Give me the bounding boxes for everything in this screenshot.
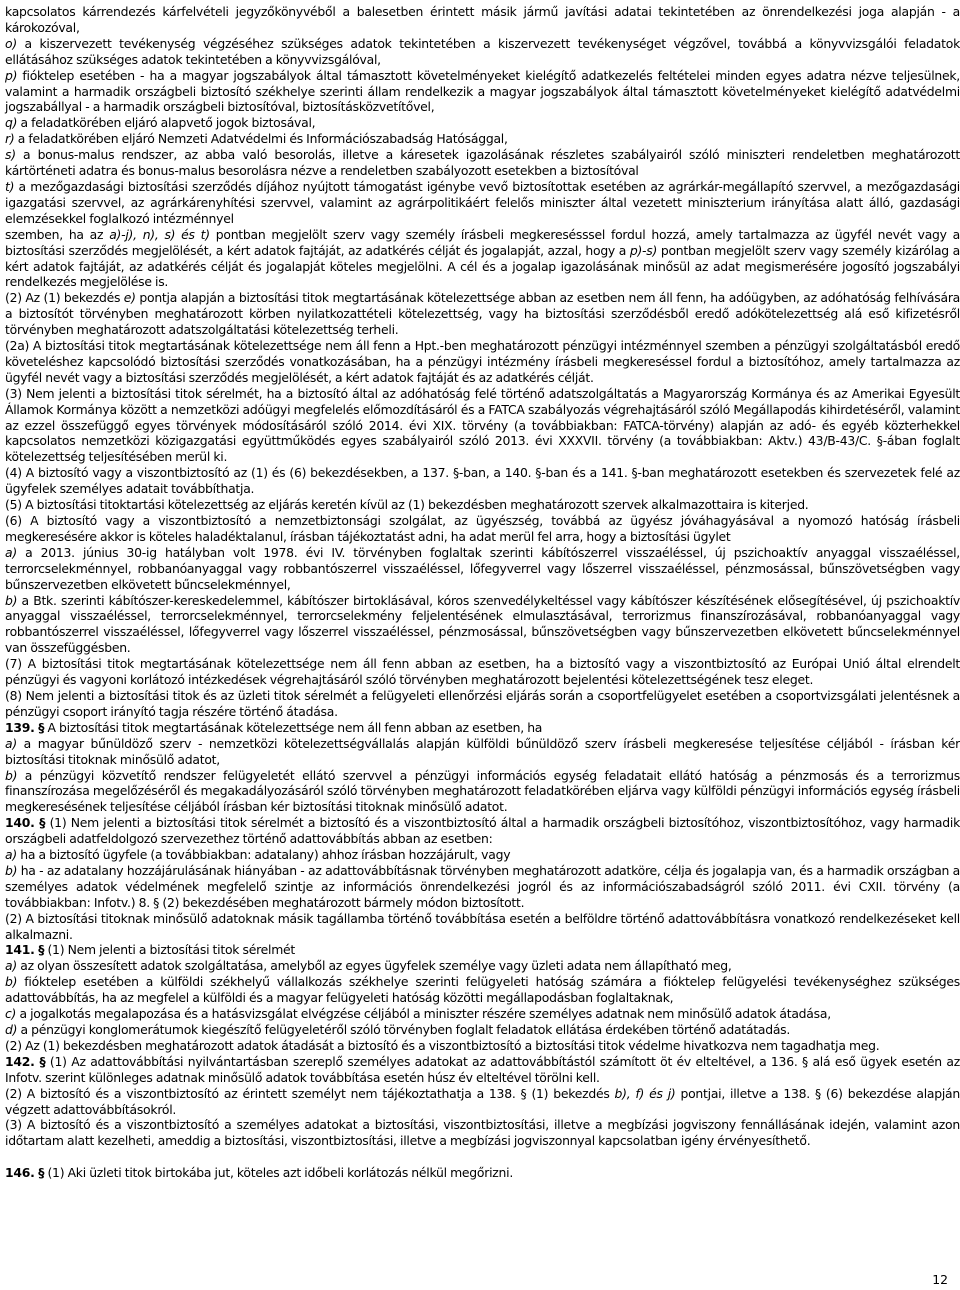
paragraph-p: p) fióktelep esetében - ha a magyar jogszabályok által támasztott követelményeket kielégítő adatkezelés feltételei minden egyes adatra nézve teljesülnek, valamint a harmadik országbeli biztosító székhelye szerinti állam rendelkezik a magyar jogszabályok által támasztott követelményeket kielégítő adatvédelmi jogszabállyal - a harmadik országbeli biztosítóval, biztosításközvetítővel, [5,67,960,115]
paragraph-6b: b) a Btk. szerinti kábítószer-kereskedelemmel, kábítószer birtoklásával, kóros szenvedélykeltéssel vagy kábítószer készítésének elősegítésével, új pszichoaktív anyaggal visszaéléssel, terrorcselekménnyel, terrorcselekmény feljelentésének elmulasztásával, terrorizmus finanszírozásával, robbanóanyaggal vagy robbantószerrel visszaéléssel, lőfegyverrel vagy lőszerrel visszaéléssel, pénzmosással, bűnszövetségben vagy bűnszervezetben elkövetett bűncselekménnyel van összefüggésben. [5,592,960,656]
paragraph-0: kapcsolatos kárrendezés kárfelvételi jegyzőkönyvéből a balesetben érintett másik jármű javítási adatai tekintetében az önrendelkezési joga alapján - a károkozóval, [5,4,960,35]
section-141: 141. § (1) Nem jelenti a biztosítási titok sérelmét [5,942,296,958]
paragraph-6: (6) A biztosító vagy a viszontbiztosító a nemzetbiztonsági szolgálat, az ügyészség, továbbá az ügyész jóváhagyásával a nyomozó hatóság írásbeli megkeresésére akkor is köteles haladéktalanul, írásban tájékoztatást adni, ha adat merül fel arra, hogy a biztosítási ügylet [5,513,960,544]
section-140: 140. § (1) Nem jelenti a biztosítási titok sérelmét a biztosító és a viszontbiztosító által a harmadik országbeli biztosítóhoz, viszontbiztosítóhoz, vagy harmadik országbeli adatfeldolgozó szervezethez történő adattovábbítás abban az esetben: [5,815,960,847]
section-139: 139. § A biztosítási titok megtartásának kötelezettsége nem áll fenn abban az esetben, ha [5,719,543,735]
page-number: 12 [932,1272,948,1287]
paragraph-140-2: (2) A biztosítási titoknak minősülő adatoknak másik tagállamba történő továbbítása esetén a belföldre történő adattovábbításra vonatkozó rendelkezéseket kell alkalmazni. [5,910,960,942]
paragraph-szemben: szemben, ha az a)-j), n), s) és t) pontban megjelölt szerv vagy személy írásbeli megkeresésssel fordul hozzá, amely tartalmazza az ügyfél nevét vagy a biztosítási szerződés megjelölését, a kért adatok fajtáját, az adatkérés célját és jogalapját, azzal, hogy a p)-s) pontban megjelölt szerv vagy személy kizárólag a kért adatok fajtáját, az adatkérés célját és jogalapját köteles megjelölni. A cél és a jogalap igazolásának minősül az adat megismerésére jogosító jogszabályi rendelkezés megjelölése is. [5,226,960,290]
paragraph-o: o) a kiszervezett tevékenység végzéséhez szükséges adatok tekintetében a kiszervezett tevékenységet végzővel, továbbá a könyvvizsgálói feladatok ellátásához szükséges adatok tekintetében a könyvvizsgálóval, [5,35,960,67]
paragraph-3: (3) Nem jelenti a biztosítási titok sérelmét, ha a biztosító által az adóhatóság felé történő adatszolgáltatás a Magyarország Kormánya és az Amerikai Egyesült Államok Kormánya között a nemzetközi adóügyi megfelelés előmozdításáról és a FATCA szabályozás végrehajtásáról szóló Megállapodás kihirdetéséről, valamint az ezzel összefüggő egyes törvények módosításáról szóló 2014. évi XIX. törvény (a továbbiakban: FATCA-törvény) alapján az adó- és egyéb közterhekkel kapcsolatos nemzetközi közigazgatási együttműködés egyes szabályairól szóló 2013. évi XXXVII. törvény (a továbbiakban: Aktv.) 43/B-43/C. §-ában foglalt kötelezettség teljesítésében merül ki. [5,385,960,465]
paragraph-142-3: (3) A biztosító és a viszontbiztosító a személyes adatokat a biztosítási, viszontbiztosítási, illetve a megbízási jogviszony fennállásának idején, valamint azon időtartam alatt kezelheti, ameddig a biztosítási, viszontbiztosítási, illetve a megbízási jogviszonnyal kapcsolatban igény érvényesíthető. [5,1117,960,1149]
paragraph-7: (7) A biztosítási titok megtartásának kötelezettsége nem áll fenn abban az esetben, ha a biztosító vagy a viszontbiztosító az Európai Unió által elrendelt pénzügyi és vagyoni korlátozó intézkedések végrehajtásáról szóló törvényben meghatározott bejelentési kötelezettségének tesz eleget. [5,656,960,688]
paragraph-140b: b) ha - az adatalany hozzájárulásának hiányában - az adattovábbításnak törvényben meghatározott adatköre, célja és jogalapja van, és a harmadik országban a személyes adatok védelmének megfelelő szintje az információs önrendelkezési jogról és az információszabadságról szóló 2011. évi CXII. törvény (a továbbiakban: Infotv.) 8. § (2) bekezdésében meghatározott bármely módon biztosított. [5,862,960,910]
paragraph-8: (8) Nem jelenti a biztosítási titok és az üzleti titok sérelmét a felügyeleti ellenőrzési eljárás során a csoportfelügyelet esetében a csoportvizsgálati jelentésnek a pénzügyi csoport irányító tagja részére történő átadása. [5,687,960,719]
paragraph-t: t) a mezőgazdasági biztosítási szerződés díjához nyújtott támogatást igénybe vevő biztosítottak esetében az agrárkár-megállapító szervvel, a mezőgazdasági igazgatási szervvel, az agrárkárenyhítési szervvel, valamint az agrárpolitikáért felelős miniszter által vezetett miniszterium irányítása alatt álló, gazdasági elemzésekkel foglalkozó intézménnyel [5,178,960,226]
paragraph-4: (4) A biztosító vagy a viszontbiztosító az (1) és (6) bekezdésekben, a 137. §-ban, a 140. §-ban és a 141. §-ban meghatározott esetekben és szervezetek felé az ügyfelek személyes adatait továbbíthatja. [5,465,960,497]
paragraph-q: q) a feladatkörében eljáró alapvető jogok biztosával, [5,115,316,131]
paragraph-141a: a) az olyan összesített adatok szolgáltatása, amelyből az egyes ügyfelek személye vagy üzleti adata nem állapítható meg, [5,958,732,974]
paragraph-140a: a) ha a biztosító ügyfele (a továbbiakban: adatalany) ahhoz írásban hozzájárult, vagy [5,847,511,863]
paragraph-2a: (2a) A biztosítási titok megtartásának kötelezettsége nem áll fenn a Hpt.-ben meghatározott pénzügyi intézménnyel szemben a pénzügyi szolgáltatásból eredő követeléshez kapcsolódó biztosítási szerződés vonatkozásában, ha a pénzügyi intézmény írásbeli megkereséssel fordul a biztosítóhoz, amely tartalmazza az ügyfél nevét vagy a biztosítási szerződés megjelölését, a kért adatok fajtáját és az adatkérés célját. [5,338,960,385]
paragraph-139a: a) a magyar bűnüldöző szerv - nemzetközi kötelezettségvállalás alapján külföldi bűnüldöző szerv írásbeli megkeresése teljesítése céljából - írásban kér biztosítási titoknak minősülő adatot, [5,735,960,767]
paragraph-5: (5) A biztosítási titoktartási kötelezettség az eljárás keretén kívül az (1) bekezdésben meghatározott szervek alkalmazottaira is kiterjed. [5,497,809,513]
paragraph-s: s) a bonus-malus rendszer, az abba való besorolás, illetve a káresetek igazolásának részletes szabályairól szóló miniszteri rendeletben meghatározott kártörténeti adatra és bonus-malus besorolásra nézve a rendeletben szabályozott esetekben a biztosítóval [5,147,960,179]
paragraph-142-2: (2) A biztosító és a viszontbiztosító az érintett személyt nem tájékoztathatja a 138. § (1) bekezdés b), f) és j) pontjai, illetve a 138. § (6) bekezdése alapján végzett adattovábbításokról. [5,1085,960,1117]
section-142: 142. § (1) Az adattovábbítási nyilvántartásban szereplő személyes adatokat az adattovábbítástól számított öt év elteltével, a 136. § alá eső ügyek esetén az Infotv. szerint különleges adatnak minősülő adatok továbbítása esetén húsz év elteltével törölni kell. [5,1053,960,1085]
document-body [5,4,960,1181]
section-146: 146. § (1) Aki üzleti titok birtokába jut, köteles azt időbeli korlátozás nélkül megőrizni. [5,1165,514,1181]
paragraph-6a: a) a 2013. június 30-ig hatályban volt 1978. évi IV. törvényben foglaltak szerinti kábítószerrel visszaéléssel, új pszichoaktív anyaggal visszaéléssel, terrorcselekménnyel, robbanóanyaggal vagy robbantószerrel visszaéléssel, lőfegyverrel vagy lőszerrel visszaéléssel, pénzmosással, bűnszövetségben vagy bűnszervezetben elkövetett bűncselekménnyel, [5,544,960,592]
paragraph-141b: b) fióktelep esetében a külföldi székhelyű vállalkozás székhelye szerinti felügyeleti hatóság számára a fióktelep felügyelési tevékenységhez szükséges adattovábbítás, ha az megfelel a külföldi és a magyar felügyeleti hatóság közötti megállapodásban foglaltaknak, [5,974,960,1006]
paragraph-141d: d) a pénzügyi konglomerátumok kiegészítő felügyeletéről szóló törvényben foglalt feladatok ellátása érdekében történő adatátadás. [5,1022,791,1037]
paragraph-2: (2) Az (1) bekezdés e) pontja alapján a biztosítási titok megtartásának kötelezettsége abban az esetben nem áll fenn, ha adóügyben, az adóhatóság felhívására a biztosítót törvényben meghatározott körben nyilatkozattételi kötelezettség, vagy ha biztosítási szerződésből eredő adókötelezettség alá eső kifizetésről törvényben meghatározott adatszolgáltatási kötelezettség terheli. [5,290,960,338]
paragraph-139b: b) a pénzügyi közvetítő rendszer felügyeletét ellátó szervvel a pénzügyi információs egység feladatait ellátó hatóság a pénzmosás és a terrorizmus finanszírozása megelőzéséről és megakadályozásáról szóló törvényben meghatározott feladatkörében eljárva vagy külföldi pénzügyi információs egység írásbeli megkeresésének teljesítése céljából írásban kér biztosítási titoknak minősülő adatot. [5,767,960,815]
paragraph-141-2: (2) Az (1) bekezdésben meghatározott adatok átadását a biztosító és a viszontbiztosító a biztosítási titok védelme hivatkozva nem tagadhatja meg. [5,1037,880,1053]
blank-line [5,1149,960,1165]
paragraph-r: r) a feladatkörében eljáró Nemzeti Adatvédelmi és Információszabadság Hatósággal, [5,131,508,147]
paragraph-141c: c) a jogalkotás megalapozása és a hatásvizsgálat elvégzése céljából a miniszter részére személyes adatnak nem minősülő adatok átadása, [5,1006,831,1022]
